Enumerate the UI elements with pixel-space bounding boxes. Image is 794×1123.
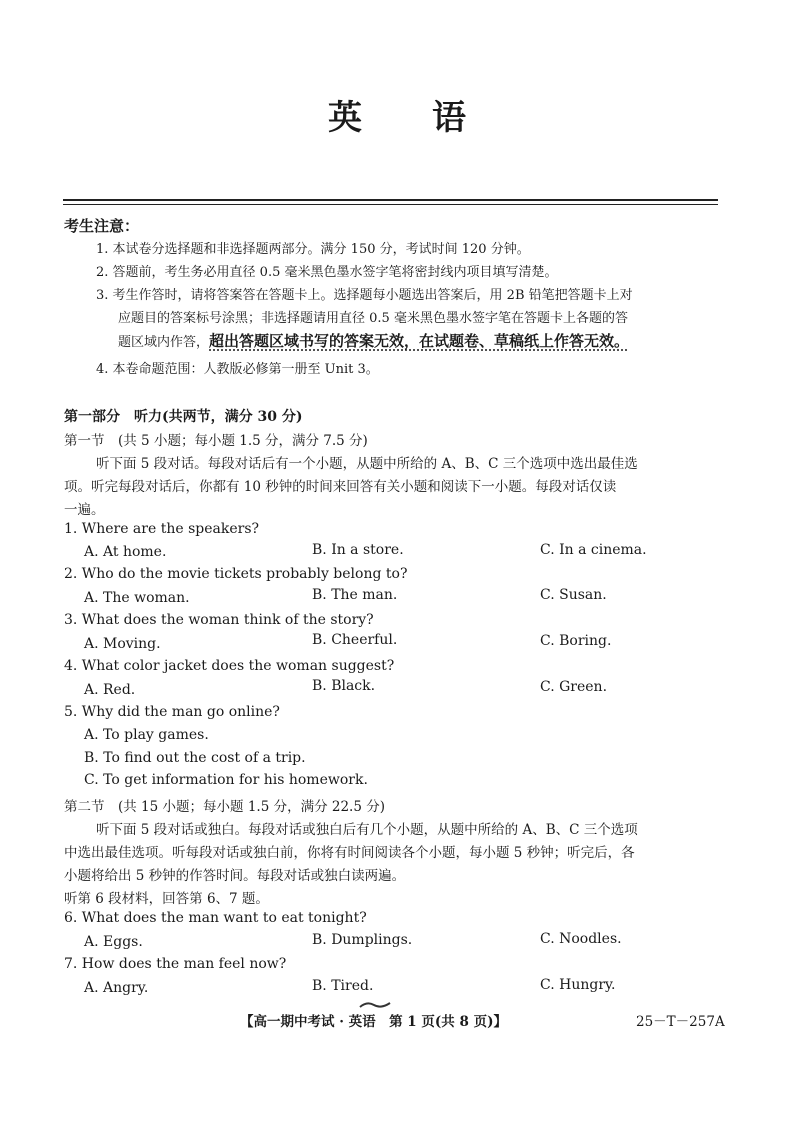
section1-instruction-1: 听下面 5 段对话。每段对话后有一个小题，从题中所给的 A、B、C 三个选项中选出最佳选 [96, 456, 638, 472]
notice-item-3-line-3 [118, 330, 629, 351]
question-7-option-a: A. Angry. [84, 980, 149, 996]
notice-heading: 考生注意： [64, 217, 140, 235]
question-5-option-c: C. To get information for his homework. [84, 772, 368, 788]
question-7-stem: 7. How does the man feel now? [64, 956, 287, 972]
notice-item-3-line-3-text: 题区域内作答， [118, 335, 210, 350]
question-1-option-b: B. In a store. [312, 542, 404, 558]
section2-instruction-3: 小题将给出 5 秒钟的作答时间。每段对话或独白读两遍。 [64, 868, 406, 884]
question-6-option-a: A. Eggs. [84, 934, 143, 950]
header-rule-thin [63, 204, 718, 205]
notice-emphasis: 超出答题区域书写的答案无效，在试题卷、草稿纸上作答无效。 [209, 332, 630, 350]
question-4-option-c: C. Green. [540, 679, 608, 695]
notice-item-1: 1. 本试卷分选择题和非选择题两部分。满分 150 分，考试时间 120 分钟。 [96, 242, 530, 257]
question-5-option-a: A. To play games. [84, 727, 209, 743]
question-2-option-b: B. The man. [312, 587, 398, 603]
page-title [0, 90, 794, 139]
section1-instruction-2: 项。听完每段对话后，你都有 10 秒钟的时间来回答有关小题和阅读下一小题。每段对话仅读 [64, 479, 617, 495]
header-rule-thick [63, 199, 718, 201]
section2-material: 听第 6 段材料，回答第 6、7 题。 [64, 891, 269, 907]
notice-item-4: 4. 本卷命题范围：人教版必修第一册至 Unit 3。 [96, 362, 379, 377]
section1-instruction-3: 一遍。 [64, 502, 105, 518]
question-2-option-c: C. Susan. [540, 587, 607, 603]
section2-instruction-1: 听下面 5 段对话或独白。每段对话或独白后有几个小题，从题中所给的 A、B、C 三个选项 [96, 822, 638, 838]
section1-heading: 第一节 (共 5 小题；每小题 1.5 分，满分 7.5 分) [64, 433, 368, 449]
question-1-stem: 1. Where are the speakers? [64, 521, 260, 537]
notice-item-3-line-2: 应题目的答案标号涂黑；非选择题请用直径 0.5 毫米黑色墨水签字笔在答题卡上各题的答 [118, 311, 628, 326]
question-4-option-a: A. Red. [84, 682, 136, 698]
title-char-2: 语 [432, 98, 466, 138]
part1-heading: 第一部分 听力(共两节，满分 30 分) [64, 409, 303, 425]
title-char-1: 英 [328, 98, 362, 138]
question-7-option-b: B. Tired. [312, 978, 374, 994]
question-6-option-c: C. Noodles. [540, 931, 622, 947]
question-3-option-a: A. Moving. [84, 636, 161, 652]
question-3-option-c: C. Boring. [540, 633, 612, 649]
question-7-option-c: C. Hungry. [540, 977, 616, 993]
question-6-option-b: B. Dumplings. [312, 932, 413, 948]
question-1-option-a: A. At home. [84, 544, 167, 560]
question-3-option-b: B. Cheerful. [312, 632, 398, 648]
question-4-option-b: B. Black. [312, 678, 376, 694]
footer-page-label: 【高一期中考试 · 英语 第 1 页(共 8 页)】 [240, 1014, 507, 1030]
question-6-stem: 6. What does the man want to eat tonight? [64, 910, 367, 926]
question-2-stem: 2. Who do the movie tickets probably belong to? [64, 566, 408, 582]
question-1-option-c: C. In a cinema. [540, 542, 647, 558]
footer-ornament-icon [358, 1000, 392, 1010]
question-4-stem: 4. What color jacket does the woman suggest? [64, 658, 395, 674]
section2-instruction-2: 中选出最佳选项。听每段对话或独白前，你将有时间阅读各个小题，每小题 5 秒钟；听完后，各 [64, 845, 635, 861]
question-3-stem: 3. What does the woman think of the story? [64, 612, 374, 628]
notice-item-3: 3. 考生作答时，请将答案答在答题卡上。选择题每小题选出答案后，用 2B 铅笔把答题卡上对 [96, 288, 633, 303]
question-5-stem: 5. Why did the man go online? [64, 704, 280, 720]
question-2-option-a: A. The woman. [84, 590, 190, 606]
footer-exam-code: 25－T－257A [636, 1014, 725, 1030]
question-5-option-b: B. To find out the cost of a trip. [84, 750, 306, 766]
section2-heading: 第二节 (共 15 小题；每小题 1.5 分，满分 22.5 分) [64, 799, 385, 815]
notice-item-2: 2. 答题前，考生务必用直径 0.5 毫米黑色墨水签字笔将密封线内项目填写清楚。 [96, 265, 558, 280]
